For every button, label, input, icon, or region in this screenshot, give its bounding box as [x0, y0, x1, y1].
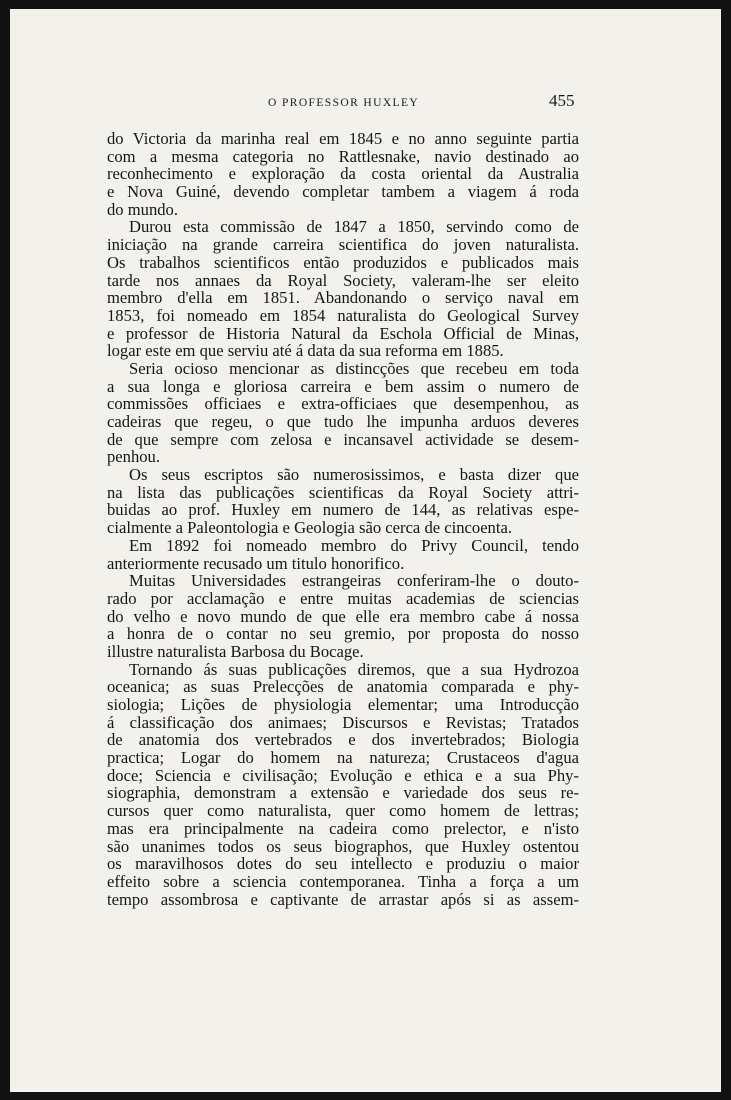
- text-line: na lista das publicações scientificas da Royal Society attri-: [107, 482, 579, 502]
- text-line: Em 1892 foi nomeado membro do Privy Council, tendo: [129, 535, 579, 555]
- text-line: a honra de o contar no seu gremio, por proposta do nosso: [107, 624, 579, 644]
- text-line: reconhecimento e exploração da costa oriental da Australia: [107, 164, 579, 184]
- text-line: siologia; Lições de physiologia elementar; uma Introducção: [107, 695, 579, 714]
- text-line: tarde nos annaes da Royal Society, valeram-lhe ser eleito: [107, 270, 579, 290]
- text-line: tempo assombrosa e captivante de arrastar após si as assem-: [107, 889, 579, 909]
- paragraph-7: [107, 661, 579, 909]
- text-line: buidas ao prof. Huxley em numero de 144, as relativas espe-: [107, 500, 579, 520]
- text-line: Muitas Universidades estrangeiras conferiram-lhe o douto-: [129, 571, 579, 591]
- text-line: anteriormente recusado um titulo honorifico.: [107, 553, 405, 573]
- text-line: Seria ocioso mencionar as distincções que recebeu em toda: [129, 358, 579, 378]
- paragraph-3: [107, 360, 579, 466]
- paragraph-5: [107, 537, 579, 572]
- page-number: 455: [549, 91, 575, 110]
- text-line: cursos quer como naturalista, quer como homem de lettras;: [107, 801, 579, 821]
- text-line: e Nova Guiné, devendo completar tambem a viagem á roda: [107, 182, 579, 202]
- text-line: de que sempre com zelosa e incansavel actividade se desem-: [107, 429, 579, 449]
- text-line: rado por acclamação e entre muitas academias de sciencias: [107, 588, 579, 608]
- text-line: do Victoria da marinha real em 1845 e no anno seguinte partia: [107, 129, 579, 148]
- text-line: a sua longa e gloriosa carreira e bem assim o numero de: [107, 376, 579, 396]
- text-line: cialmente a Paleontologia e Geologia são cerca de cincoenta.: [107, 518, 512, 538]
- text-line: 1853, foi nomeado em 1854 naturalista do Geological Survey: [107, 305, 579, 325]
- text-line: doce; Sciencia e civilisação; Evolução e ethica e a sua Phy-: [107, 765, 579, 785]
- text-line: do mundo.: [107, 199, 178, 219]
- text-line: de anatomia dos vertebrados e dos invertebrados; Biologia: [107, 730, 579, 750]
- page-header: [10, 91, 721, 115]
- text-line: siographia, demonstram a extensão e variedade dos seus re-: [107, 783, 579, 803]
- running-title: O PROFESSOR HUXLEY: [268, 97, 420, 109]
- paragraph-2: [107, 218, 579, 360]
- text-line: membro d'ella em 1851. Abandonando o serviço naval em: [107, 288, 579, 308]
- book-page: [10, 9, 721, 1092]
- text-line: Durou esta commissão de 1847 a 1850, servindo como de: [129, 217, 579, 237]
- text-line: logar este em que serviu até á data da sua reforma em 1885.: [107, 341, 504, 361]
- text-line: os maravilhosos dotes do seu intellecto e produziu o maior: [107, 854, 579, 874]
- text-line: são unanimes todos os seus biographos, que Huxley ostentou: [107, 836, 579, 856]
- text-line: com a mesma categoria no Rattlesnake, navio destinado ao: [107, 146, 579, 166]
- paragraph-6: [107, 572, 579, 660]
- text-line: effeito sobre a sciencia contemporanea. Tinha a força a um: [107, 871, 579, 891]
- text-line: penhou.: [107, 447, 160, 467]
- text-line: Tornando ás suas publicações diremos, que a sua Hydrozoa: [129, 659, 579, 679]
- text-line: iniciação na grande carreira scientifica do joven naturalista.: [107, 235, 579, 255]
- text-line: á classificação dos animaes; Discursos e Revistas; Tratados: [107, 712, 579, 732]
- text-line: illustre naturalista Barbosa du Bocage.: [107, 641, 364, 661]
- text-line: e professor de Historia Natural da Eschola Official de Minas,: [107, 323, 579, 343]
- text-line: oceanica; as suas Prelecções de anatomia comparada e phy-: [107, 677, 579, 697]
- text-line: Os trabalhos scientificos então produzidos e publicados mais: [107, 252, 579, 272]
- text-line: practica; Logar do homem na natureza; Crustaceos d'agua: [107, 748, 579, 768]
- text-line: mas era principalmente na cadeira como prelector, e n'isto: [107, 818, 579, 838]
- text-line: cadeiras que regeu, o que tudo lhe impunha arduos deveres: [107, 412, 579, 431]
- body-text: [107, 130, 579, 908]
- text-line: do velho e novo mundo de que elle era membro cabe á nossa: [107, 606, 579, 626]
- text-line: Os seus escriptos são numerosissimos, e basta dizer que: [129, 465, 579, 485]
- paragraph-4: [107, 466, 579, 537]
- text-line: commissões officiaes e extra-officiaes que desempenhou, as: [107, 394, 579, 414]
- paragraph-1: [107, 130, 579, 218]
